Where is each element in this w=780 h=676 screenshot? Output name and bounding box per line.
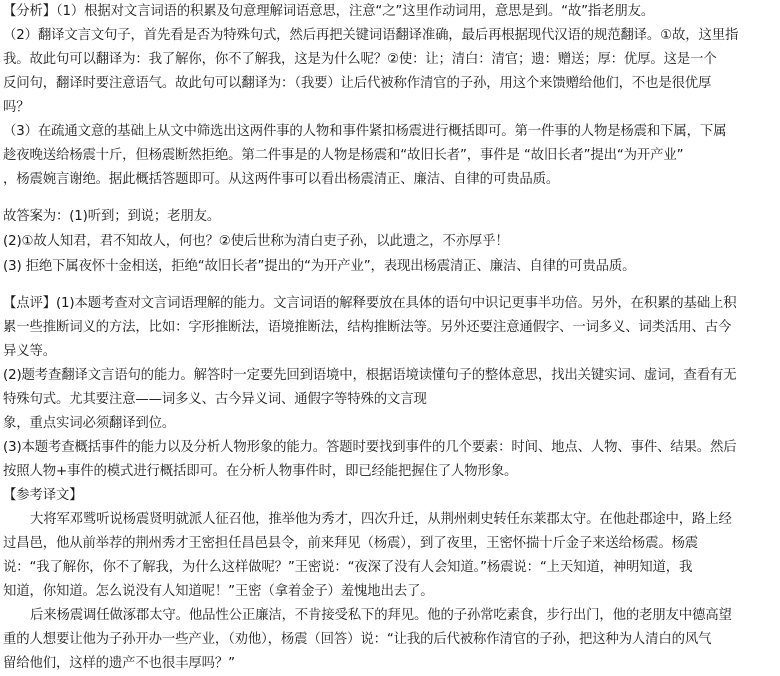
- analysis-line-4: 反问句，翻译时要注意语气。故此句可以翻译为：（我要）让后代被称作清官的子孙，用这个来馈赠给他们，不也是很优厚: [3, 76, 712, 91]
- translation-line-2: 过昌邑，他从前举荐的荆州秀才王密担任昌邑县令，前来拜见（杨震），到了夜里，王密怀揣十斤金子来送给杨震。杨震: [3, 536, 699, 551]
- review-line-4: (2)题考查翻译文言语句的能力。解答时一定要先回到语境中，根据语境读懂句子的整体意思，找出关键实词、虚词，查看有无: [3, 368, 737, 383]
- analysis-line-7: 趁夜晚送给杨震十斤，但杨震断然拒绝。第二件事是的人物是杨震和“故旧长者”，事件是 “故旧长者”提出“为开产业”: [3, 148, 684, 163]
- review-line-5: 特殊句式。尤其要注意——词多义、古今异义词、通假字等特殊的文言现: [3, 392, 427, 407]
- analysis-line-5: 吗？: [3, 100, 30, 115]
- translation-line-5: 后来杨震调任做涿郡太守。他品性公正廉洁，不肯接受私下的拜见。他的子孙常吃素食，步行出门，他的老朋友中德高望: [30, 608, 732, 623]
- translation-line-6: 重的人想要让他为子孙开办一些产业，（劝他），杨震（回答）说：“让我的后代被称作清官的子孙，把这种为人清白的风气: [3, 632, 712, 647]
- review-line-2: 累一些推断词义的方法，比如：字形推断法，语境推断法，结构推断法等。另外还要注意通假字、一词多义、词类活用、古今: [3, 320, 732, 335]
- analysis-line-6: （3）在疏通文意的基础上从文中筛选出这两件事的人物和事件紧扣杨震进行概括即可。第一件事的人物是杨震和下属，下属: [3, 124, 727, 139]
- review-line-6: 象，重点实词必须翻译到位。: [3, 416, 176, 431]
- translation-heading: 【参考译文】: [3, 488, 83, 503]
- analysis-line-8: ，杨震婉言谢绝。据此概括答题即可。从这两件事可以看出杨震清正、廉洁、自律的可贵品质。: [3, 172, 560, 187]
- answer-line-1: 故答案为：(1)听到；到说；老朋友。: [3, 209, 221, 224]
- review-line-1: 【点评】(1)本题考查对文言词语理解的能力。文言词语的解释要放在具体的语句中识记更事半功倍。另外，在积累的基础上积: [3, 296, 737, 311]
- answer-line-3: (3) 拒绝下属夜怀十金相送，拒绝“故旧长者”提出的“为开产业”，表现出杨震清正、廉洁、自律的可贵品质。: [3, 259, 636, 274]
- translation-line-3: 说：“我了解你，你不了解我，为什么这样做呢？”王密说：“夜深了没有人会知道。”杨震说：“上天知道，神明知道，我: [3, 560, 693, 575]
- review-line-7: (3)本题考查概括事件的能力以及分析人物形象的能力。答题时要找到事件的几个要素：时间、地点、人物、事件、结果。然后: [3, 440, 737, 455]
- analysis-line-1: 【分析】（1）根据对文言词语的积累及句意理解词语意思，注意“之”这里作动词用，意思是到。“故”指老朋友。: [3, 4, 655, 19]
- analysis-line-2: （2）翻译文言文句子，首先看是否为特殊句式，然后再把关键词语翻译准确，最后再根据现代汉语的规范翻译。①故，这里指: [3, 28, 739, 43]
- translation-line-4: 知道，你知道。怎么说没有人知道呢！”王密（拿着金子）羞愧地出去了。: [3, 584, 434, 599]
- review-line-8: 按照人物+事件的模式进行概括即可。在分析人物事件时，即已经能把握住了人物形象。: [3, 464, 518, 479]
- analysis-line-3: 我。故此句可以翻译为：我了解你，你不了解我，这是为什么呢？②使：让；清白：清官；遗：赠送；厚：优厚。这是一个: [3, 52, 717, 67]
- translation-line-7: 留给他们，这样的遗产不也很丰厚吗？”: [3, 656, 235, 671]
- answer-line-2: (2)①故人知君，君不知故人，何也？②使后世称为清白吏子孙，以此遗之，不亦厚乎！: [3, 234, 509, 249]
- translation-line-1: 大将军邓骘听说杨震贤明就派人征召他，推举他为秀才，四次升迁，从荆州刺史转任东莱郡太守。在他赴郡途中，路上经: [30, 512, 732, 527]
- review-line-3: 异义等。: [3, 344, 56, 359]
